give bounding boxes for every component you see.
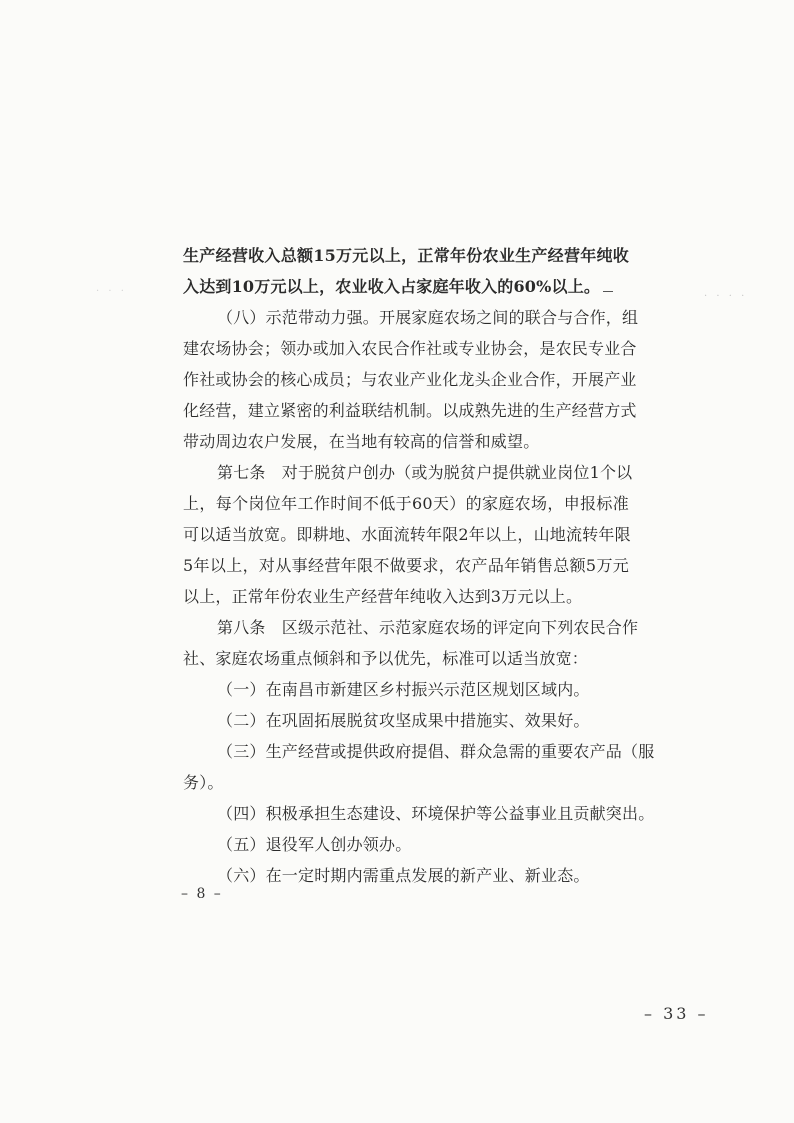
text-line-7: 带动周边农户发展，在当地有较高的信誉和威望。 — [183, 432, 540, 451]
article-8-heading-line: 第八条 区级示范社、示范家庭农场的评定向下列农民合作 — [217, 618, 639, 637]
list-item-2: （二）在巩固拓展脱贫攻坚成果中措施实、效果好。 — [217, 711, 590, 730]
text-line-4: 建农场协会；领办或加入农民合作社或专业协会，是农民专业合 — [183, 339, 637, 358]
text-line-11: 5年以上，对从事经营年限不做要求，农产品年销售总额5万元 — [183, 556, 629, 575]
inner-page-number: – 8 – — [181, 886, 223, 902]
scan-artifact-right: · · · · — [704, 291, 748, 302]
list-item-3-continued: 务）。 — [183, 773, 224, 792]
body-text — [183, 244, 655, 895]
list-item-4: （四）积极承担生态建设、环境保护等公益事业且贡献突出。 — [217, 804, 655, 823]
text-line-10: 可以适当放宽。即耕地、水面流转年限2年以上，山地流转年限 — [183, 525, 631, 544]
article-7-heading-line: 第七条 对于脱贫户创办（或为脱贫户提供就业岗位1个以 — [217, 463, 633, 482]
text-line-9: 上，每个岗位年工作时间不低于60天）的家庭农场，申报标准 — [183, 494, 629, 513]
text-line-6: 化经营，建立紧密的利益联结机制。以成熟先进的生产经营方式 — [183, 401, 637, 420]
text-line-2-content: 入达到10万元以上，农业收入占家庭年收入的60%以上。 — [183, 277, 601, 296]
underline-mark — [603, 279, 613, 292]
list-item-3: （三）生产经营或提供政府提倡、群众急需的重要农产品（服 — [217, 742, 655, 761]
list-item-6: （六）在一定时期内需重点发展的新产业、新业态。 — [217, 866, 590, 885]
text-line-14: 社、家庭农场重点倾斜和予以优先，标准可以适当放宽： — [183, 649, 589, 668]
scan-artifact-left: · · · — [96, 286, 127, 297]
list-item-5: （五）退役军人创办领办。 — [217, 835, 412, 854]
text-line-1: 生产经营收入总额15万元以上，正常年份农业生产经营年纯收 — [183, 246, 629, 265]
text-line-3: （八）示范带动力强。开展家庭农场之间的联合与合作，组 — [217, 308, 639, 327]
list-item-1: （一）在南昌市新建区乡村振兴示范区规划区域内。 — [217, 680, 590, 699]
text-line-12: 以上，正常年份农业生产经营年纯收入达到3万元以上。 — [183, 587, 583, 606]
outer-page-number: – 33 – — [644, 1004, 709, 1023]
text-line-2 — [183, 275, 629, 306]
text-line-5: 作社或协会的核心成员；与农业产业化龙头企业合作，开展产业 — [183, 370, 637, 389]
